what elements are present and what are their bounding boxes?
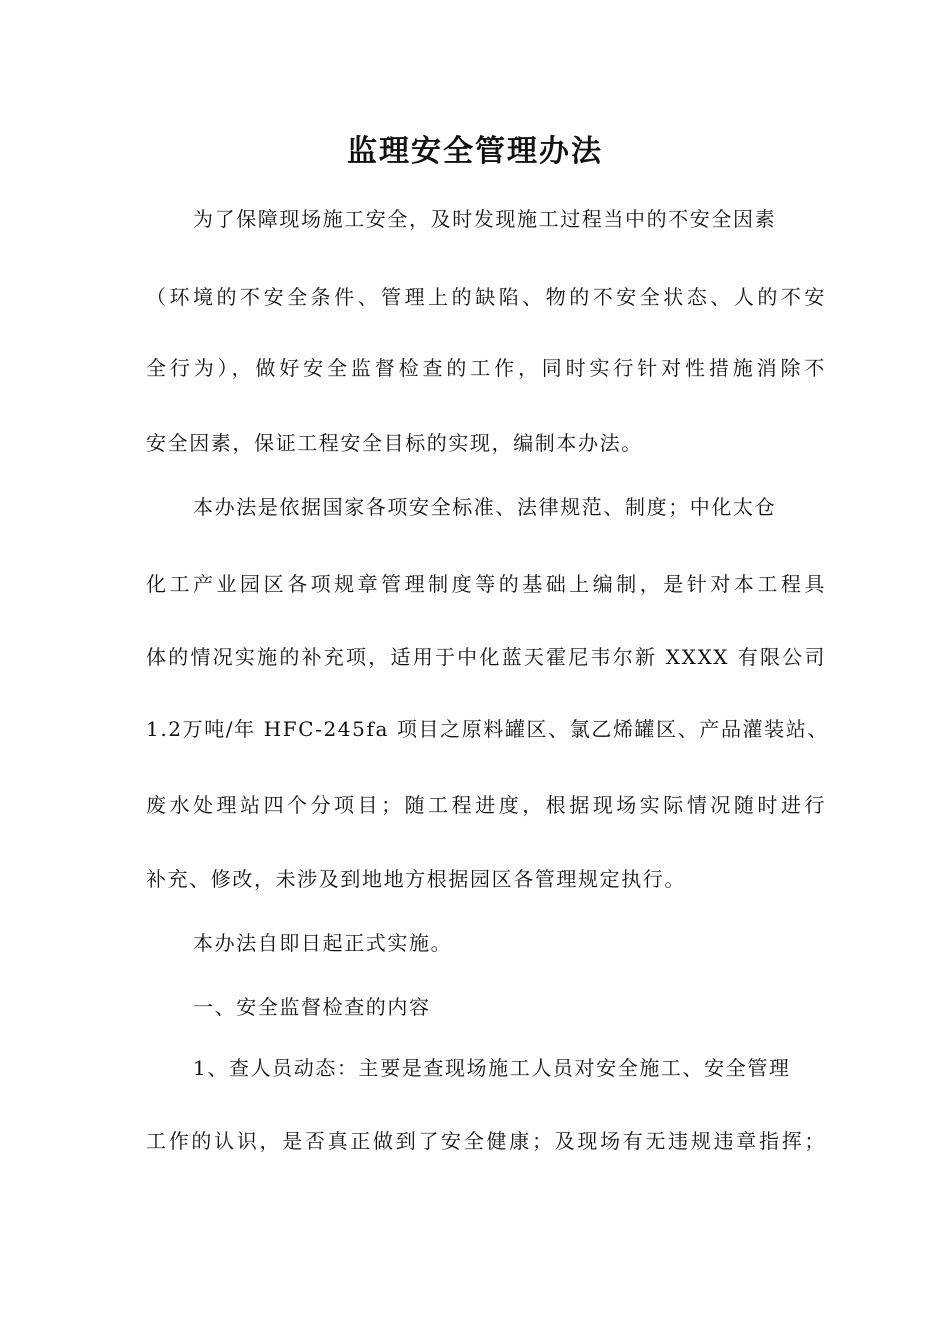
paragraph-line: 本办法自即日起正式实施。 <box>193 931 453 955</box>
paragraph-line: 本办法是依据国家各项安全标准、法律规范、制度；中化太仓 <box>193 495 777 519</box>
document-title: 监理安全管理办法 <box>347 134 603 169</box>
paragraph-line: 工作的认识，是否真正做到了安全健康；及现场有无违规违章指挥； <box>146 1129 826 1153</box>
paragraph-line: （环境的不安全条件、管理上的缺陷、物的不安全状态、人的不安 <box>146 285 826 309</box>
section-heading: 一、安全监督检查的内容 <box>193 995 431 1019</box>
paragraph-line: 补充、修改，未涉及到地地方根据园区各管理规定执行。 <box>146 867 686 891</box>
paragraph-line: 安全因素，保证工程安全目标的实现，编制本办法。 <box>146 431 643 455</box>
paragraph-line: 化工产业园区各项规章管理制度等的基础上编制，是针对本工程具 <box>146 572 826 596</box>
paragraph-line: 1.2万吨/年 HFC-245fa 项目之原料罐区、氯乙烯罐区、产品灌装站、 <box>146 717 829 741</box>
paragraph-line: 全行为），做好安全监督检查的工作，同时实行针对性措施消除不 <box>146 356 826 380</box>
paragraph-line: 为了保障现场施工安全，及时发现施工过程当中的不安全因素 <box>193 207 777 231</box>
paragraph-line: 体的情况实施的补充项，适用于中化蓝天霍尼韦尔新 XXXX 有限公司 <box>146 645 826 669</box>
paragraph-line: 1、查人员动态：主要是查现场施工人员对安全施工、安全管理 <box>193 1056 791 1080</box>
paragraph-line: 废水处理站四个分项目；随工程进度，根据现场实际情况随时进行 <box>146 793 826 817</box>
